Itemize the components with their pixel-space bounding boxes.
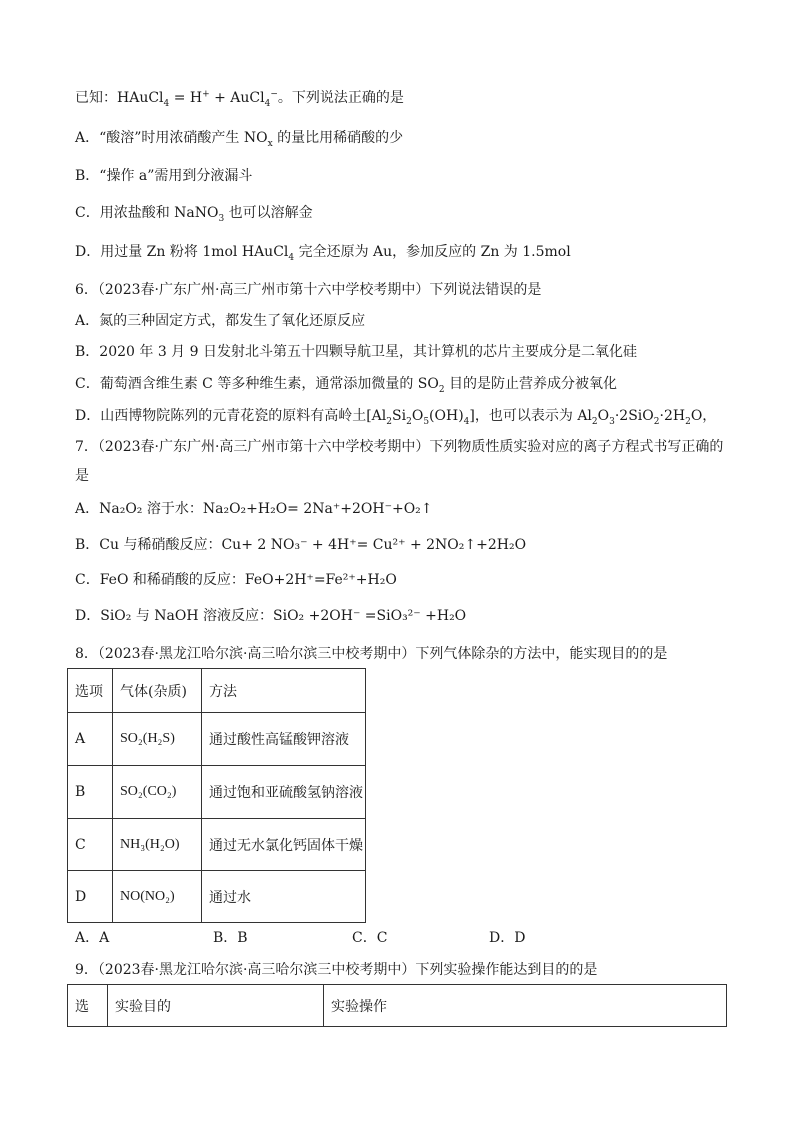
q6-option-a: A．氮的三种固定方式，都发生了氧化还原反应 [75, 313, 366, 329]
table-cell-method: 通过酸性高锰酸钾溶液 [202, 713, 366, 766]
table-cell-method: 通过无水氯化钙固体干燥 [202, 819, 366, 871]
q8-answer-b: B．B [213, 930, 248, 946]
table-row [68, 766, 366, 819]
q7-option-c: C．FeO 和稀硝酸的反应：FeO+2H⁺=Fe²⁺+H₂O [75, 572, 397, 588]
table-cell-gas: NH₃(H₂O) [113, 819, 202, 871]
q5-option-d: D．用过量 Zn 粉将 1mol HAuCl$_4$ 完全还原为 Au，参加反应的 Zn 为 1.5mol [75, 244, 571, 263]
q5-option-b: B．“操作 a”需用到分液漏斗 [75, 168, 253, 184]
table-header-cell: 方法 [202, 669, 366, 713]
q6-option-c: C．葡萄酒含维生素 C 等多种维生素，通常添加微量的 $SO_2$ 目的是防止营养成分被氧化 [75, 376, 618, 395]
table-header-cell: 气体(杂质) [113, 669, 202, 713]
table-header-cell: 实验操作 [324, 985, 727, 1027]
q7-option-a: A．Na₂O₂ 溶于水：Na₂O₂+H₂O= 2Na⁺+2OH⁻+O₂↑ [75, 501, 433, 517]
q8-answer-options [75, 928, 525, 948]
q6-option-d: D．山西博物院陈列的元青花瓷的原料有高岭土$[Al_2Si_2O_5(OH)_4]$，也可以表示为 $Al_2O_3\cdot 2SiO_2\cdot 2H_2O$， [75, 408, 717, 427]
table-cell-option: C [68, 819, 113, 871]
table-cell-option: D [68, 871, 113, 923]
table-header-row [68, 985, 727, 1027]
table-row [68, 819, 366, 871]
q7-option-d: D．SiO₂ 与 NaOH 溶液反应：SiO₂ +2OH⁻ =SiO₃²⁻ +H₂O [75, 608, 467, 624]
q8-stem: 8．（2023春·黑龙江哈尔滨·高三哈尔滨三中校考期中）下列气体除杂的方法中，能实现目的的是 [75, 646, 668, 662]
table-header-row [68, 669, 366, 713]
q7-stem-line2: 是 [75, 468, 89, 484]
table-cell-gas: SO₂(H₂S) [113, 713, 202, 766]
q7-option-b: B．Cu 与稀硝酸反应：Cu+ 2 NO₃⁻ + 4H⁺= Cu²⁺ + 2NO₂↑+2H₂O [75, 537, 527, 553]
table-cell-method: 通过水 [202, 871, 366, 923]
table-cell-gas: NO(NO₂) [113, 871, 202, 923]
table-row [68, 713, 366, 766]
q9-table [67, 984, 727, 1027]
q8-answer-c: C．C [352, 930, 388, 946]
q6-stem: 6．（2023春·广东广州·高三广州市第十六中学校考期中）下列说法错误的是 [75, 282, 542, 298]
table-cell-option: A [68, 713, 113, 766]
table-header-cell: 选项 [68, 669, 113, 713]
q5-intro: 已知：HAuCl$_4$ = H+ + AuCl$_4$−。下列说法正确的是 [75, 89, 404, 109]
table-cell-method: 通过饱和亚硫酸氢钠溶液 [202, 766, 366, 819]
table-header-cell: 实验目的 [108, 985, 324, 1027]
q7-stem-line1: 7．（2023春·广东广州·高三广州市第十六中学校考期中）下列物质性质实验对应的离子方程式书写正确的 [75, 439, 724, 455]
q8-table [67, 668, 366, 923]
q6-option-b: B．2020 年 3 月 9 日发射北斗第五十四颗导航卫星，其计算机的芯片主要成分是二氧化硅 [75, 344, 637, 360]
q9-stem: 9．（2023春·黑龙江哈尔滨·高三哈尔滨三中校考期中）下列实验操作能达到目的的是 [75, 962, 598, 978]
q8-answer-a: A．A [75, 930, 110, 946]
table-row [68, 871, 366, 923]
q5-option-c: C．用浓盐酸和 NaNO$_3$ 也可以溶解金 [75, 205, 313, 224]
q8-answer-d: D．D [489, 930, 526, 946]
table-cell-option: B [68, 766, 113, 819]
q5-option-a: A．“酸溶”时用浓硝酸产生 $NO_x$ 的量比用稀硝酸的少 [75, 130, 404, 149]
table-cell-gas: SO₂(CO₂) [113, 766, 202, 819]
table-header-cell: 选 [68, 985, 108, 1027]
